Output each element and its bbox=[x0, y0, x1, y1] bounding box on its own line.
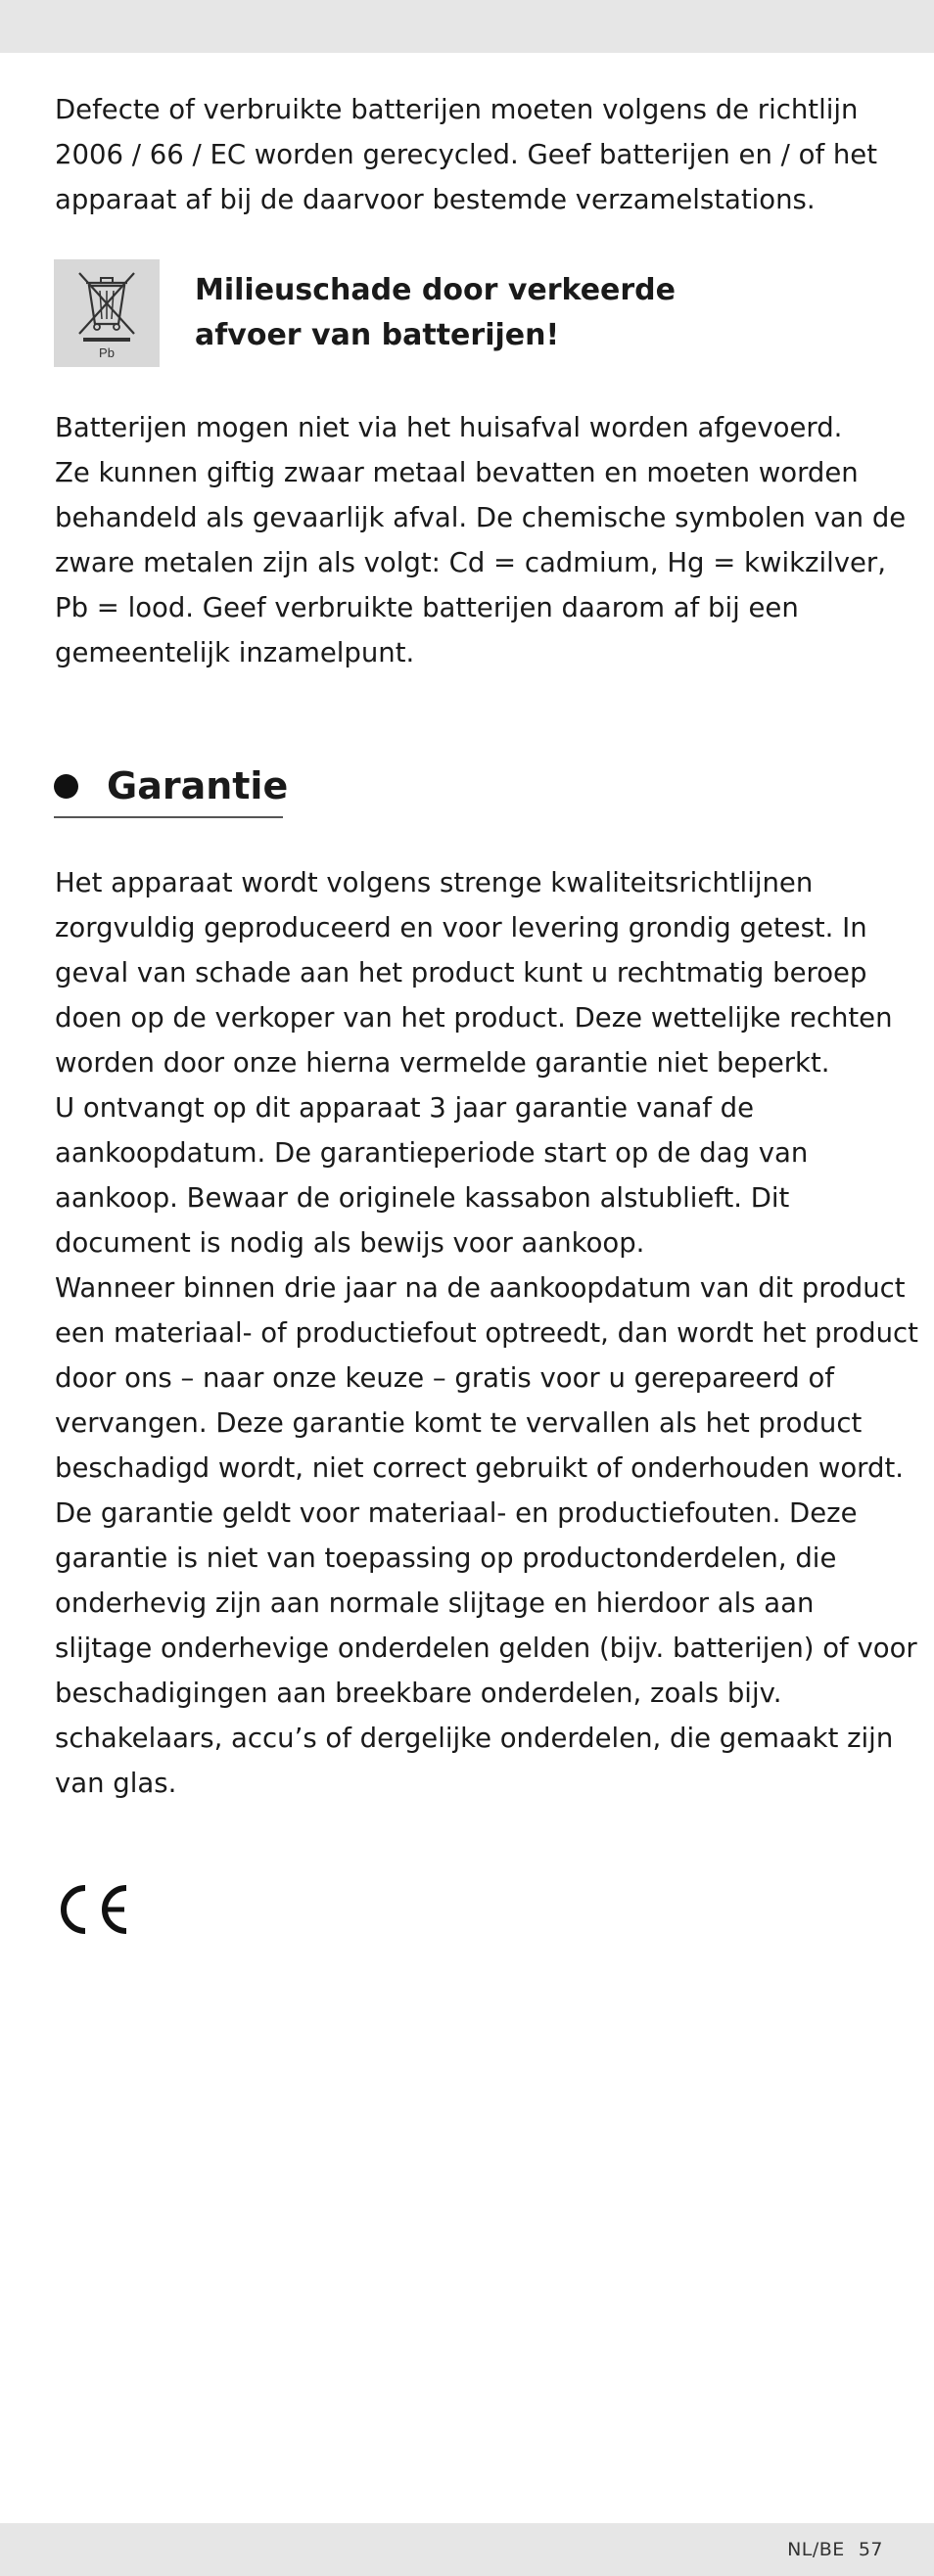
text-line: beschadigingen aan breekbare onderdelen, zoals bijv. bbox=[55, 1678, 782, 1709]
text-line: Pb = lood. Geef verbruikte batterijen daarom af bij een bbox=[55, 592, 799, 623]
text-line: beschadigd wordt, niet correct gebruikt of onderhouden wordt. bbox=[55, 1452, 904, 1484]
text-line: Het apparaat wordt volgens strenge kwaliteitsrichtlijnen bbox=[55, 867, 814, 898]
crossed-out-bin-icon bbox=[54, 259, 160, 367]
text-line: aankoop. Bewaar de originele kassabon alstublieft. Dit bbox=[55, 1182, 790, 1214]
text-line: zorgvuldig geproduceerd en voor levering grondig getest. In bbox=[55, 912, 867, 943]
text-line: geval van schade aan het product kunt u rechtmatig beroep bbox=[55, 957, 867, 989]
text-line: U ontvangt op dit apparaat 3 jaar garantie vanaf de bbox=[55, 1092, 755, 1124]
text-line: een materiaal- of productiefout optreedt, dan wordt het product bbox=[55, 1317, 918, 1349]
battery-warning-title bbox=[195, 268, 676, 358]
locale-label: NL/BE bbox=[787, 2539, 845, 2560]
text-line: schakelaars, accu’s of dergelijke onderdelen, die gemaakt zijn bbox=[55, 1723, 894, 1754]
section-heading-garantie bbox=[54, 761, 289, 818]
battery-disposal-paragraph bbox=[55, 405, 907, 675]
text-line: door ons – naar onze keuze – gratis voor u gerepareerd of bbox=[55, 1362, 834, 1394]
text-line: De garantie geldt voor materiaal- en productiefouten. Deze bbox=[55, 1497, 858, 1529]
ce-mark-graphic bbox=[52, 1881, 130, 1938]
warning-title-line: Milieuschade door verkeerde bbox=[195, 273, 677, 307]
text-line: document is nodig als bewijs voor aankoop. bbox=[55, 1227, 645, 1259]
text-line: Wanneer binnen drie jaar na de aankoopdatum van dit product bbox=[55, 1272, 906, 1304]
text-line: garantie is niet van toepassing op productonderdelen, die bbox=[55, 1542, 837, 1574]
section-title: Garantie bbox=[107, 764, 289, 807]
text-line: doen op de verkoper van het product. Deze wettelijke rechten bbox=[55, 1002, 893, 1034]
text-line: slijtage onderhevige onderdelen gelden (bijv. batterijen) of voor bbox=[55, 1633, 917, 1664]
text-line: aankoopdatum. De garantieperiode start op de dag van bbox=[55, 1137, 809, 1169]
text-line: Batterijen mogen niet via het huisafval worden afgevoerd. bbox=[55, 412, 843, 443]
page-number: 57 bbox=[858, 2539, 883, 2560]
text-line: van glas. bbox=[55, 1768, 177, 1799]
warranty-paragraph bbox=[55, 860, 918, 1806]
ce-mark-icon bbox=[52, 1881, 130, 1942]
crossed-out-bin-graphic bbox=[54, 259, 160, 367]
pb-label: Pb bbox=[99, 345, 115, 360]
text-line: 2006 / 66 / EC worden gerecycled. Geef batterijen en / of het bbox=[55, 139, 877, 170]
text-line: apparaat af bij de daarvoor bestemde verzamelstations. bbox=[55, 184, 816, 215]
bullet-icon bbox=[54, 774, 78, 799]
text-line: worden door onze hierna vermelde garantie niet beperkt. bbox=[55, 1047, 830, 1079]
text-line: gemeentelijk inzamelpunt. bbox=[55, 637, 415, 668]
text-line: Defecte of verbruikte batterijen moeten volgens de richtlijn bbox=[55, 94, 859, 125]
warning-title-line: afvoer van batterijen! bbox=[195, 318, 560, 352]
text-line: zware metalen zijn als volgt: Cd = cadmium, Hg = kwikzilver, bbox=[55, 547, 886, 578]
text-line: Ze kunnen giftig zwaar metaal bevatten en moeten worden bbox=[55, 457, 859, 488]
text-line: behandeld als gevaarlijk afval. De chemische symbolen van de bbox=[55, 502, 907, 533]
top-bar bbox=[0, 0, 934, 53]
intro-paragraph bbox=[55, 87, 897, 222]
text-line: onderhevig zijn aan normale slijtage en hierdoor als aan bbox=[55, 1587, 815, 1619]
page-footer bbox=[787, 2528, 883, 2571]
text-line: vervangen. Deze garantie komt te vervallen als het product bbox=[55, 1407, 863, 1439]
